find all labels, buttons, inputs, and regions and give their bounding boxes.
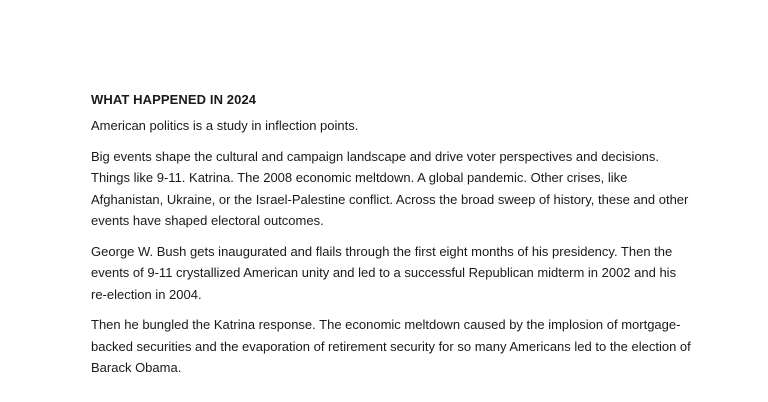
paragraph-big-events: Big events shape the cultural and campaign landscape and drive voter perspectives and decisions. Things like 9-11. Katrina. The 2008 economic meltdown. A global pandemic. Other crises, like Afghanistan, Ukraine, or the Israel-Palestine conflict. Across the broad sweep of history, these and other events have shaped electoral outcomes. <box>91 148 689 228</box>
paragraph-bush: George W. Bush gets inaugurated and flails through the first eight months of his presidency. Then the events of 9-11 crystallized American unity and led to a successful Republican midterm in 2002 and his re-election in 2004. <box>91 243 677 302</box>
document-body <box>91 92 691 388</box>
section-heading: WHAT HAPPENED IN 2024 <box>91 92 257 107</box>
paragraph-katrina: Then he bungled the Katrina response. The economic meltdown caused by the implosion of mortgage-backed securities and the evaporation of retirement security for so many Americans led to the election of Barack Obama. <box>91 317 691 375</box>
paragraph-intro: American politics is a study in inflection points. <box>91 118 359 133</box>
